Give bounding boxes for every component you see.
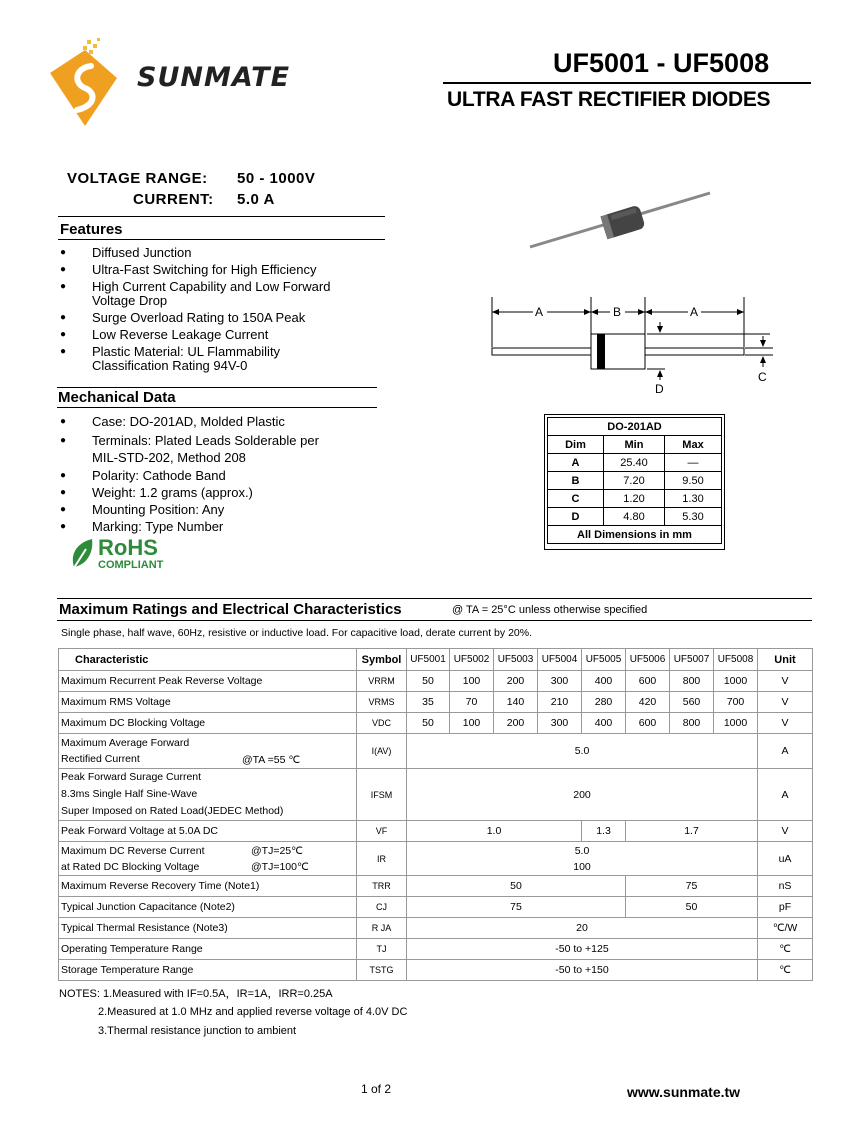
features-top-rule (58, 216, 385, 217)
cell: 560 (670, 692, 714, 713)
cell: 600 (626, 671, 670, 692)
table-row (59, 713, 813, 734)
voltage-range-label: VOLTAGE RANGE: (67, 170, 208, 187)
ratings-top-rule (57, 598, 812, 599)
mechanical-list (60, 415, 360, 537)
list-item: ● Diffused Junction (60, 246, 370, 260)
cell (407, 842, 758, 876)
row-label: Maximum DC Reverse Current (61, 844, 205, 857)
ratings-condition: @ TA = 25°C unless otherwise specified (452, 604, 648, 616)
part-number-title: UF5001 - UF5008 (553, 48, 770, 78)
dim-label-a-right: A (690, 305, 699, 319)
dim-table-footer: All Dimensions in mm (548, 526, 722, 544)
col-header-part: UF5007 (670, 649, 714, 671)
features-title: Features (60, 221, 123, 238)
row-label: Operating Temperature Range (59, 939, 357, 960)
cell: 50 (407, 671, 450, 692)
logo-mark-icon (45, 38, 125, 128)
col-header-part: UF5008 (714, 649, 758, 671)
dim-label-d: D (655, 382, 664, 396)
ratings-note: Single phase, half wave, 60Hz, resistive or inductive load. For capacitive load, derate current by 20%. (61, 627, 532, 639)
cell: 210 (538, 692, 582, 713)
cell: 1000 (714, 713, 758, 734)
row-label-cell (59, 842, 357, 876)
current-label: CURRENT: (133, 191, 214, 208)
col-header-part: UF5002 (450, 649, 494, 671)
website-link[interactable]: www.sunmate.tw (627, 1084, 741, 1100)
dim-cell: 5.30 (665, 508, 722, 526)
company-logo (45, 38, 315, 128)
row-unit: A (758, 734, 813, 769)
table-row (548, 490, 722, 508)
list-item: ● Polarity: Cathode Band (60, 469, 360, 483)
row-label: Maximum Reverse Recovery Time (Note1) (59, 876, 357, 897)
table-row (59, 769, 813, 821)
mechanical-title: Mechanical Data (58, 389, 176, 406)
list-item: ● Ultra-Fast Switching for High Efficiency (60, 263, 370, 277)
cell: 200 (494, 671, 538, 692)
cell: 700 (714, 692, 758, 713)
row-symbol: IFSM (357, 769, 407, 821)
table-row (59, 842, 813, 876)
cell: 1.7 (626, 821, 758, 842)
table-row (59, 671, 813, 692)
list-item: ● Terminals: Plated Leads Solderable per MIL-STD-202, Method 208 (60, 432, 342, 466)
cell: 800 (670, 713, 714, 734)
cell: 280 (582, 692, 626, 713)
note-2: 2.Measured at 1.0 MHz and applied reverse voltage of 4.0V DC (98, 1006, 408, 1018)
cell: 600 (626, 713, 670, 734)
dim-cell: 7.20 (604, 472, 665, 490)
col-header-part: UF5005 (582, 649, 626, 671)
col-header-symbol: Symbol (357, 649, 407, 671)
ratings-bottom-rule (57, 620, 812, 621)
row-condition: @TJ=100℃ (251, 861, 309, 873)
dim-cell: 1.30 (665, 490, 722, 508)
dim-cell: 4.80 (604, 508, 665, 526)
dimension-drawing (485, 292, 785, 402)
cell: 75 (407, 897, 626, 918)
table-row (59, 876, 813, 897)
cell: 300 (538, 713, 582, 734)
cell: 50 (407, 876, 626, 897)
cell: 35 (407, 692, 450, 713)
table-row (59, 821, 813, 842)
col-header-part: UF5001 (407, 649, 450, 671)
row-label: 8.3ms Single Half Sine-Wave (61, 788, 198, 800)
voltage-range-value: 50 - 1000V (237, 170, 316, 187)
list-item: ● High Current Capability and Low Forward Voltage Drop (60, 280, 352, 308)
dim-cell: B (548, 472, 604, 490)
cell: 70 (450, 692, 494, 713)
dim-cell: D (548, 508, 604, 526)
cell: 140 (494, 692, 538, 713)
dim-header: Min (604, 436, 665, 454)
row-unit: A (758, 769, 813, 821)
cell: 200 (407, 769, 758, 821)
row-symbol: TJ (357, 939, 407, 960)
header-rule (443, 82, 811, 84)
row-unit: uA (758, 842, 813, 876)
dimension-table (547, 417, 722, 544)
list-item: ● Surge Overload Rating to 150A Peak (60, 311, 370, 325)
row-symbol: IR (357, 842, 407, 876)
note-3: 3.Thermal resistance junction to ambient (98, 1025, 297, 1037)
dim-header: Dim (548, 436, 604, 454)
dim-cell: A (548, 454, 604, 472)
row-unit: ℃ (758, 960, 813, 981)
row-symbol: TRR (357, 876, 407, 897)
rohs-label: RoHS (98, 535, 158, 560)
table-row (59, 897, 813, 918)
row-symbol: TSTG (357, 960, 407, 981)
dim-cell: C (548, 490, 604, 508)
dim-table-title: DO-201AD (548, 418, 722, 436)
features-bottom-rule (58, 239, 385, 240)
page-number: 1 of 2 (361, 1082, 392, 1096)
cell: -50 to +125 (407, 939, 758, 960)
dim-cell: 25.40 (604, 454, 665, 472)
row-label: Super Imposed on Rated Load(JEDEC Method) (61, 805, 284, 817)
col-header-part: UF5004 (538, 649, 582, 671)
row-symbol: VDC (357, 713, 407, 734)
dim-cell: 9.50 (665, 472, 722, 490)
row-symbol: R JA (357, 918, 407, 939)
cell: 5.0 (407, 734, 758, 769)
list-item: ● Low Reverse Leakage Current (60, 328, 370, 342)
cell: 50 (626, 897, 758, 918)
cell: 300 (538, 671, 582, 692)
cell: 200 (494, 713, 538, 734)
row-label: Peak Forward Surage Current (61, 771, 202, 783)
cell: -50 to +150 (407, 960, 758, 981)
row-unit: ℃ (758, 939, 813, 960)
dim-header: Max (665, 436, 722, 454)
col-header-characteristic: Characteristic (59, 649, 357, 671)
leaf-icon (68, 537, 96, 573)
table-row (59, 918, 813, 939)
row-symbol: VRRM (357, 671, 407, 692)
row-unit: pF (758, 897, 813, 918)
cell: 400 (582, 713, 626, 734)
dim-label-a-left: A (535, 305, 544, 319)
table-row (59, 734, 813, 769)
row-label: Maximum Average Forward (61, 737, 190, 749)
cell: 800 (670, 671, 714, 692)
row-unit: nS (758, 876, 813, 897)
row-symbol: I(AV) (357, 734, 407, 769)
cell: 1.3 (582, 821, 626, 842)
mechanical-top-rule (57, 387, 377, 388)
list-item: ● Marking: Type Number (60, 520, 360, 534)
row-unit: V (758, 713, 813, 734)
features-list (60, 246, 370, 376)
col-header-part: UF5006 (626, 649, 670, 671)
row-condition: @TA =55 ℃ (242, 754, 301, 766)
rohs-badge (68, 537, 178, 575)
list-item: ● Mounting Position: Any (60, 503, 360, 517)
diode-photo (525, 185, 725, 255)
row-symbol: CJ (357, 897, 407, 918)
row-label: Typical Junction Capacitance (Note2) (59, 897, 357, 918)
row-condition: @TJ=25℃ (251, 845, 303, 857)
row-symbol: VRMS (357, 692, 407, 713)
row-label-cell (59, 734, 357, 769)
note-1: NOTES: 1.Measured with IF=0.5A，IR=1A，IRR=0.25A (59, 988, 333, 1000)
table-row (59, 939, 813, 960)
current-value: 5.0 A (237, 191, 275, 208)
ratings-table (58, 648, 813, 981)
row-unit: V (758, 821, 813, 842)
dim-label-b: B (613, 305, 622, 319)
row-label: Maximum Recurrent Peak Reverse Voltage (59, 671, 357, 692)
cell-value: 5.0 (574, 844, 590, 857)
cell: 100 (450, 671, 494, 692)
row-label-cell (59, 769, 357, 821)
cell: 1000 (714, 671, 758, 692)
table-row (59, 960, 813, 981)
rohs-compliant-label: COMPLIANT (98, 559, 164, 571)
row-symbol: VF (357, 821, 407, 842)
row-unit: V (758, 692, 813, 713)
cell-value: 100 (573, 860, 591, 873)
brand-wordmark: SUNMATE (137, 62, 291, 93)
cell: 400 (582, 671, 626, 692)
table-row (548, 472, 722, 490)
col-header-unit: Unit (758, 649, 813, 671)
cell: 100 (450, 713, 494, 734)
list-item: ● Weight: 1.2 grams (approx.) (60, 486, 360, 500)
cell: 75 (626, 876, 758, 897)
row-label: Rectified Current (61, 753, 140, 765)
table-row (59, 692, 813, 713)
table-row (548, 508, 722, 526)
list-item: ● Plastic Material: UL Flammability Classification Rating 94V-0 (60, 345, 332, 373)
cell: 1.0 (407, 821, 582, 842)
table-header-row (59, 649, 813, 671)
list-item: ● Case: DO-201AD, Molded Plastic (60, 415, 360, 429)
dim-cell: 1.20 (604, 490, 665, 508)
mechanical-bottom-rule (57, 407, 377, 408)
row-label: at Rated DC Blocking Voltage (61, 860, 200, 873)
ratings-title: Maximum Ratings and Electrical Characteristics (59, 601, 402, 618)
row-label: Maximum RMS Voltage (59, 692, 357, 713)
row-unit: V (758, 671, 813, 692)
row-unit: ℃/W (758, 918, 813, 939)
cell: 420 (626, 692, 670, 713)
product-subtitle: ULTRA FAST RECTIFIER DIODES (447, 88, 771, 111)
col-header-part: UF5003 (494, 649, 538, 671)
table-row (548, 454, 722, 472)
cell: 50 (407, 713, 450, 734)
dim-cell: — (665, 454, 722, 472)
dim-label-c: C (758, 370, 767, 384)
row-label: Peak Forward Voltage at 5.0A DC (59, 821, 357, 842)
row-label: Storage Temperature Range (59, 960, 357, 981)
cell: 20 (407, 918, 758, 939)
row-label: Maximum DC Blocking Voltage (59, 713, 357, 734)
row-label: Typical Thermal Resistance (Note3) (59, 918, 357, 939)
